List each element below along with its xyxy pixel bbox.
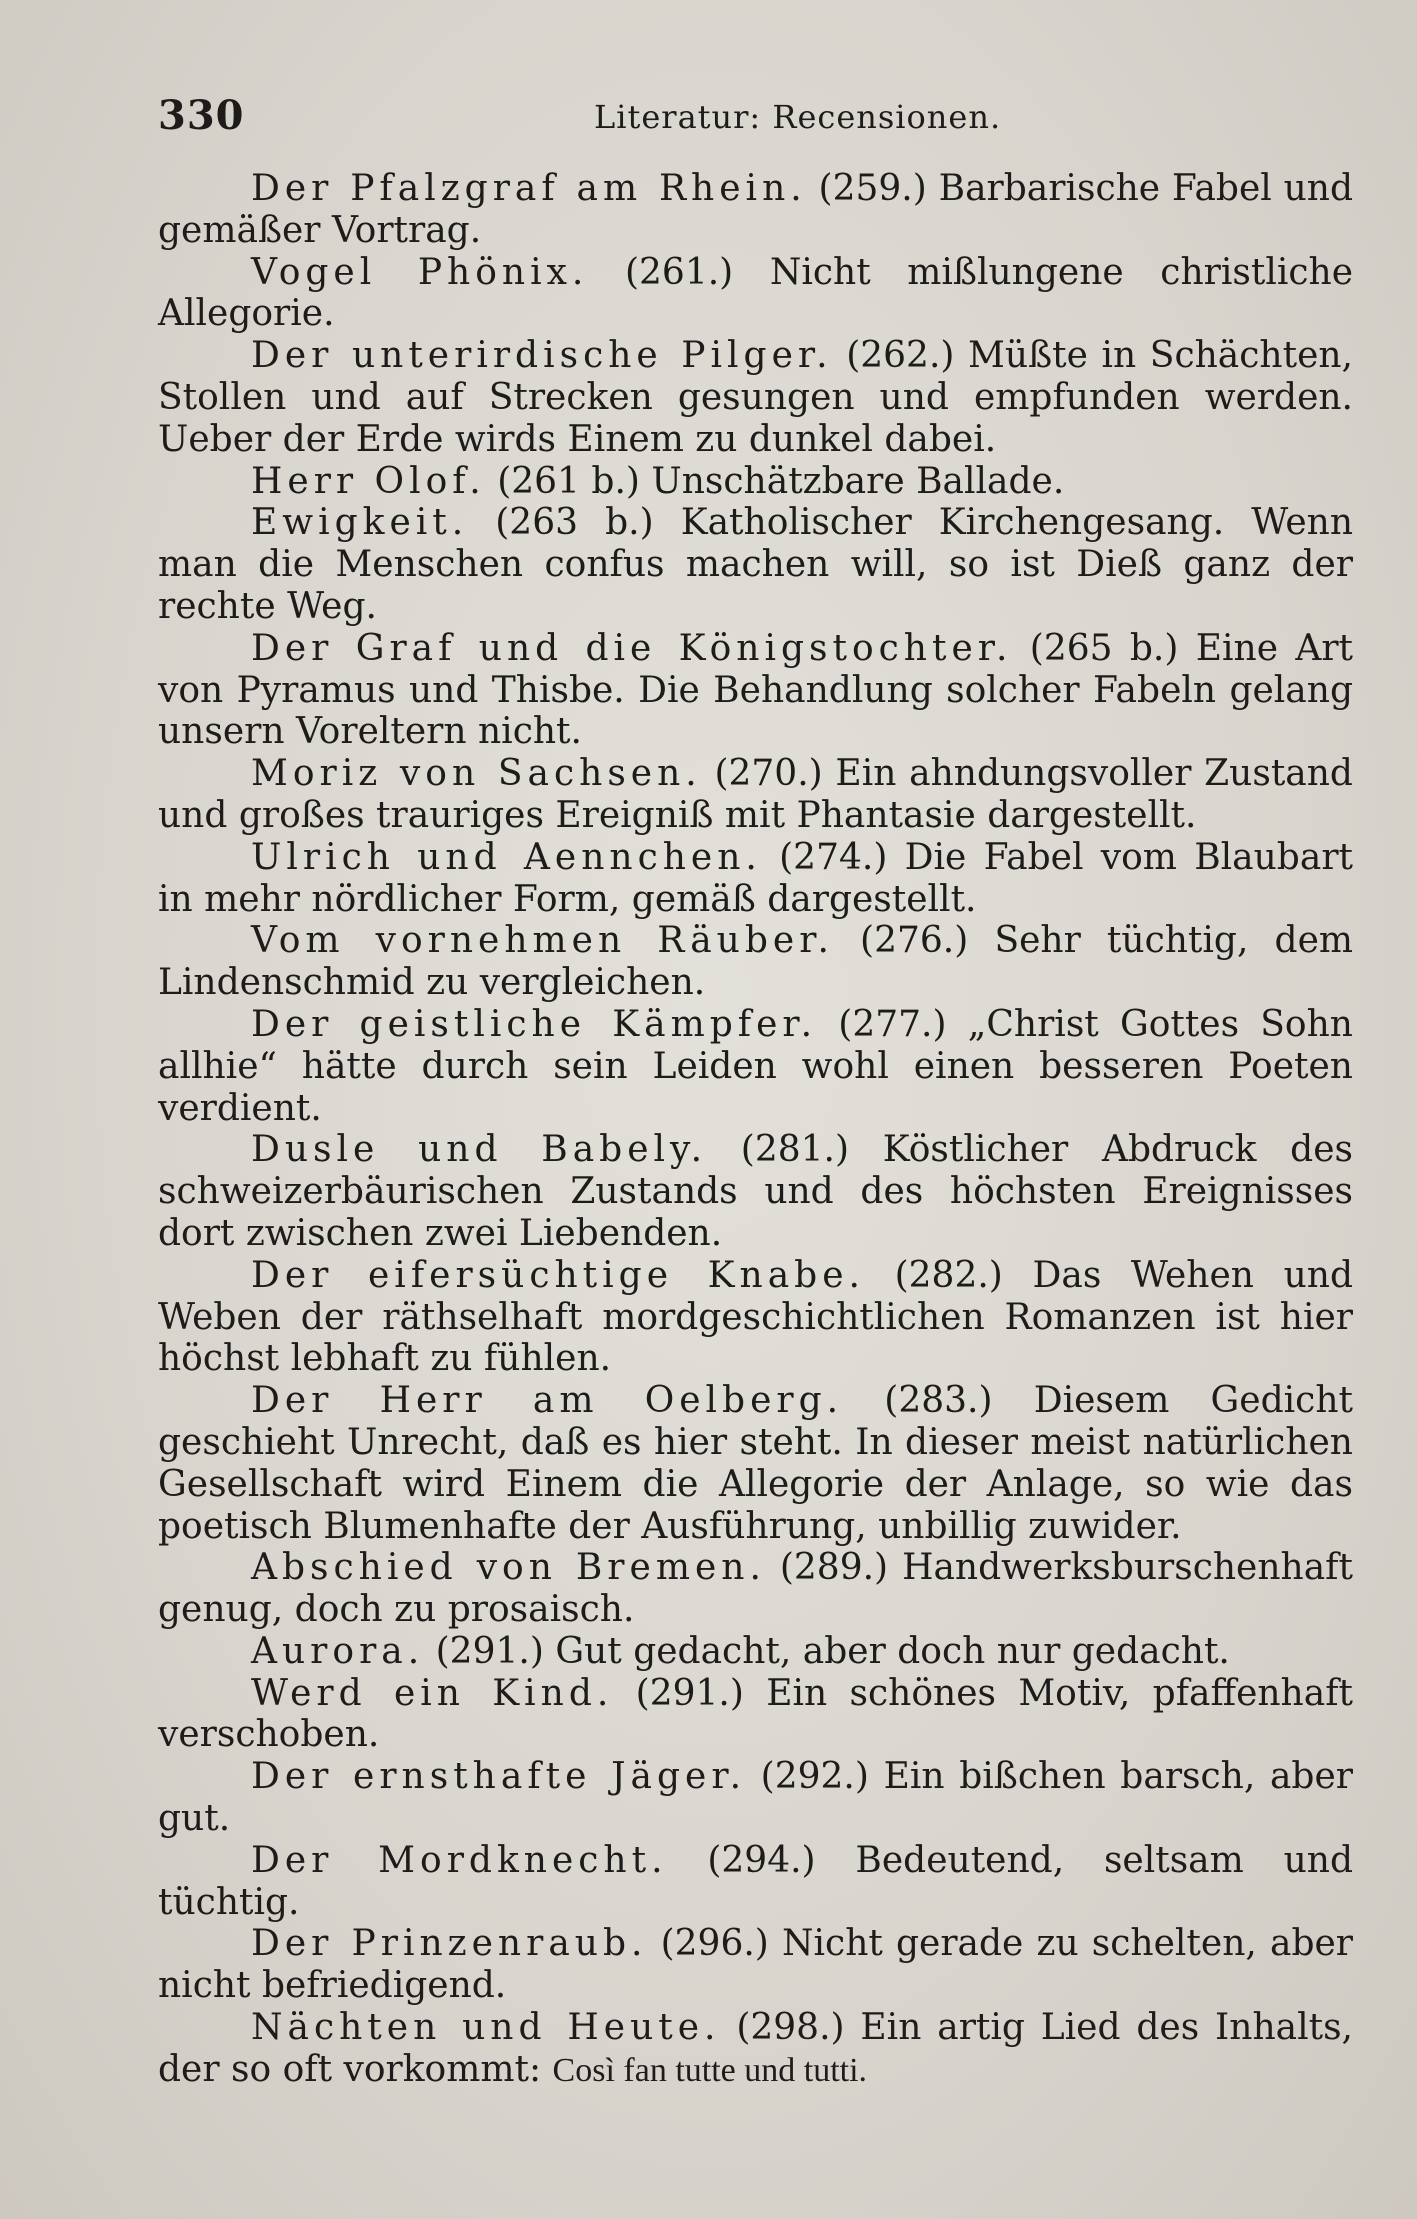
- poem-title: Aurora.: [251, 1630, 425, 1672]
- review-text: „Christ Gottes Sohn allhie“ hätte durch sein Leiden wohl einen besseren Poeten verdient.: [158, 1003, 1353, 1129]
- page-reference: (298.): [736, 2007, 845, 2049]
- running-head: Literatur: Recensionen.: [594, 98, 1002, 136]
- review-text: Bedeutend, seltsam und tüchtig.: [158, 1839, 1353, 1923]
- poem-title: Vom vornehmen Räuber.: [251, 920, 834, 962]
- poem-title: Der ernsthafte Jäger.: [251, 1756, 747, 1798]
- page-reference: (291.): [435, 1630, 544, 1672]
- page-reference: (261 b.): [497, 460, 640, 502]
- poem-title: Abschied von Bremen.: [251, 1547, 766, 1589]
- page-reference: (276.): [860, 920, 969, 962]
- review-entry: [158, 1255, 1353, 1380]
- review-text: Barbarische Fabel und gemäßer Vortrag.: [158, 168, 1354, 251]
- poem-title: Werd ein Kind.: [251, 1672, 614, 1714]
- review-text: Ein ahndungsvoller Zustand und großes trauriges Ereigniß mit Phantasie dargestellt.: [158, 753, 1353, 836]
- page-reference: (291.): [635, 1672, 744, 1714]
- poem-title: Dusle und Babely.: [251, 1129, 708, 1171]
- review-entry: [158, 1673, 1353, 1757]
- poem-title: Ewigkeit.: [251, 502, 469, 544]
- page-reference: (263 b.): [495, 502, 654, 544]
- page-number: 330: [158, 92, 245, 139]
- page-reference: (289.): [779, 1547, 889, 1589]
- review-text: Ein schönes Motiv, pfaffenhaft verschoben.: [158, 1672, 1353, 1756]
- review-text: Die Fabel vom Blaubart in mehr nördlicher Form, gemäß dargestellt.: [158, 836, 1353, 920]
- poem-title: Herr Olof.: [251, 460, 486, 502]
- page-reference: (259.): [818, 168, 927, 209]
- poem-title: Der Pfalzgraf am Rhein.: [251, 168, 807, 209]
- poem-title: Der Graf und die Königstochter.: [251, 627, 1013, 669]
- review-entry: [158, 252, 1353, 336]
- poem-title: Der geistliche Kämpfer.: [251, 1003, 818, 1045]
- review-entry: [158, 2007, 1353, 2092]
- review-entry: [158, 461, 1353, 503]
- review-entry: [158, 168, 1353, 252]
- review-text: Ein bißchen barsch, aber gut.: [158, 1756, 1353, 1840]
- review-text: Sehr tüchtig, dem Lindenschmid zu vergleichen.: [158, 920, 1354, 1004]
- review-text: Nicht gerade zu schelten, aber nicht befriedigend.: [158, 1923, 1353, 2007]
- poem-title: Moriz von Sachsen.: [251, 753, 702, 795]
- poem-title: Ulrich und Aennchen.: [251, 836, 762, 878]
- review-entry: [158, 1129, 1353, 1254]
- page-reference: (270.): [714, 753, 823, 795]
- page-reference: (274.): [779, 836, 888, 878]
- review-text: Handwerksburschenhaft genug, doch zu prosaisch.: [158, 1547, 1353, 1631]
- page-reference: (282.): [894, 1254, 1003, 1296]
- review-text: Köstlicher Abdruck des schweizerbäurischen Zustands und des höchsten Ereignisses dort zwischen zwei Liebenden.: [158, 1129, 1353, 1254]
- review-entry: [158, 1380, 1353, 1547]
- page-header: [158, 92, 1358, 144]
- review-entry: [158, 1631, 1353, 1673]
- review-entry: [158, 1840, 1353, 1924]
- page-reference: (265 b.): [1029, 627, 1179, 669]
- review-entry: [158, 1004, 1353, 1129]
- review-entry: [158, 1756, 1353, 1840]
- latin-quote: Così fan tutte und tutti.: [552, 2051, 868, 2089]
- review-text: Eine Art von Pyramus und Thisbe. Die Behandlung solcher Fabeln gelang unsern Voreltern nicht.: [158, 627, 1353, 753]
- poem-title: Der unterirdische Pilger.: [251, 335, 833, 377]
- review-entry: [158, 1547, 1353, 1631]
- page-reference: (277.): [838, 1003, 947, 1045]
- review-entry: [158, 753, 1353, 837]
- review-text: Katholischer Kirchengesang. Wenn man die Menschen confus machen will, so ist Dieß ganz der rechte Weg.: [158, 502, 1354, 627]
- review-entry: [158, 920, 1353, 1004]
- review-entry: [158, 335, 1353, 460]
- page-reference: (281.): [740, 1129, 850, 1171]
- page-reference: (296.): [660, 1923, 769, 1965]
- poem-title: Der Mordknecht.: [251, 1839, 668, 1881]
- poem-title: Der Prinzenraub.: [251, 1923, 648, 1965]
- review-entry: [158, 502, 1353, 627]
- page-reference: (261.): [624, 251, 734, 293]
- review-text: Das Wehen und Weben der räthselhaft mordgeschichtlichen Romanzen ist hier höchst lebhaft zu fühlen.: [158, 1254, 1354, 1380]
- page-reference: (292.): [760, 1756, 869, 1798]
- page-reference: (262.): [846, 335, 955, 377]
- page-reference: (294.): [707, 1839, 816, 1881]
- poem-title: Der Herr am Oelberg.: [251, 1380, 844, 1422]
- page-body: [158, 168, 1353, 2092]
- poem-title: Der eifersüchtige Knabe.: [251, 1254, 865, 1296]
- review-text: Unschätzbare Ballade.: [651, 460, 1065, 502]
- review-entry: [158, 1923, 1353, 2007]
- review-text: Gut gedacht, aber doch nur gedacht.: [555, 1630, 1230, 1672]
- review-text: Ein artig Lied des Inhalts, der so oft vorkommt:: [158, 2007, 1353, 2090]
- poem-title: Vogel Phönix.: [251, 251, 589, 293]
- poem-title: Nächten und Heute.: [251, 2007, 721, 2049]
- review-entry: [158, 837, 1353, 921]
- review-entry: [158, 628, 1353, 753]
- review-text: Nicht mißlungene christliche Allegorie.: [158, 251, 1353, 335]
- page-reference: (283.): [884, 1380, 993, 1422]
- review-text: Diesem Gedicht geschieht Unrecht, daß es hier steht. In dieser meist natürlichen Gesellschaft wird Einem die Allegorie der Anlage, so wie das poetisch Blumenhafte der Ausführung, unbillig zuwider.: [158, 1380, 1353, 1547]
- review-text: Müßte in Schächten, Stollen und auf Strecken gesungen und empfunden werden. Ueber der Erde wirds Einem zu dunkel dabei.: [158, 335, 1353, 460]
